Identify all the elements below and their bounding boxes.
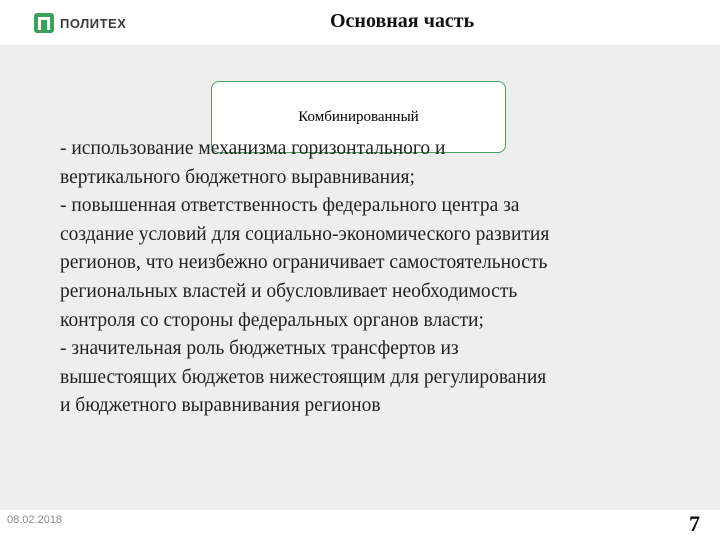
body-line: регионов, что неизбежно ограничивает самостоятельность (60, 252, 548, 274)
slide-header (0, 0, 720, 45)
body-line: - повышенная ответственность федерального центра за (60, 195, 520, 217)
footer-date: 08.02.2018 (7, 514, 63, 526)
body-line: - значительная роль бюджетных трансфертов из (60, 338, 459, 360)
body-line: контроля со стороны федеральных органов власти; (60, 309, 484, 331)
body-line: региональных властей и обусловливает необходимость (60, 280, 518, 302)
body-line: вышестоящих бюджетов нижестоящим для регулирования (60, 366, 547, 388)
body-line: создание условий для социально-экономического развития (60, 223, 550, 245)
politekh-logo (34, 13, 126, 33)
slide-title: Основная часть (330, 10, 475, 32)
logo-text: ПОЛИТЕХ (60, 15, 127, 31)
body-line: вертикального бюджетного выравнивания; (60, 166, 415, 188)
body-line: - использование механизма горизонтального и (60, 138, 446, 159)
body-text (60, 135, 680, 421)
page-number: 7 (689, 511, 700, 536)
combined-box-label: Комбинированный (298, 108, 419, 125)
body-line: и бюджетного выравнивания регионов (60, 395, 381, 417)
politekh-logo-icon (34, 13, 54, 33)
